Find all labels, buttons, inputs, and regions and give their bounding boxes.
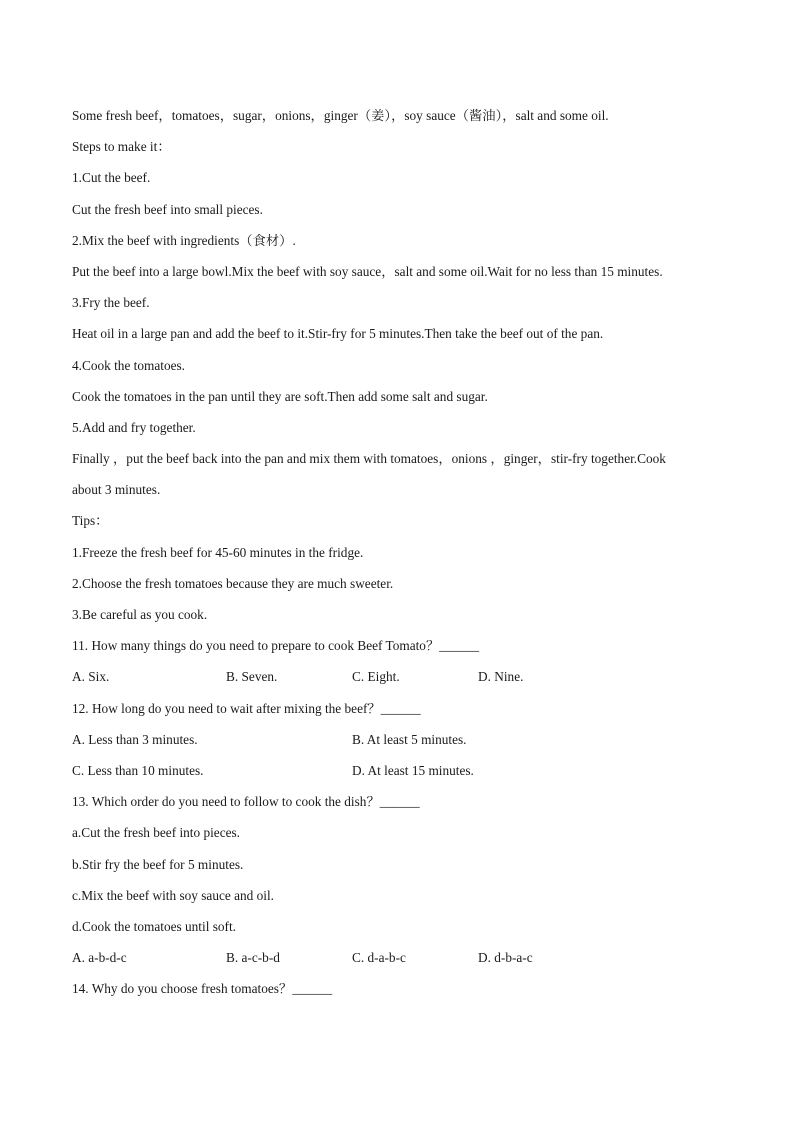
step3-title: 3.Fry the beef. <box>72 295 150 311</box>
q11-option-c: C. Eight. <box>352 669 400 685</box>
step5-text-line2: about 3 minutes. <box>72 482 161 498</box>
step4-title: 4.Cook the tomatoes. <box>72 357 186 373</box>
question-11: 11. How many things do you need to prepare to cook Beef Tomato？______ <box>72 638 480 654</box>
q12-option-d: D. At least 15 minutes. <box>352 762 474 778</box>
q13-item-a: a.Cut the fresh beef into pieces. <box>72 825 240 841</box>
q12-option-c: C. Less than 10 minutes. <box>72 762 204 778</box>
q13-item-c: c.Mix the beef with soy sauce and oil. <box>72 887 274 903</box>
tips-heading: Tips： <box>72 513 109 529</box>
step4-text: Cook the tomatoes in the pan until they are soft.Then add some salt and sugar. <box>72 388 488 404</box>
document-page <box>72 100 722 1004</box>
step1-text: Cut the fresh beef into small pieces. <box>72 201 263 217</box>
question-12-options-row2 <box>72 755 722 786</box>
question-13-options <box>72 942 722 973</box>
step5-text-line1: Finally ，put the beef back into the pan and mix them with tomatoes，onions ，ginger，stir-fry together.Cook <box>72 451 666 467</box>
q11-option-b: B. Seven. <box>226 669 278 685</box>
question-14: 14. Why do you choose fresh tomatoes？______ <box>72 981 333 997</box>
step3-text: Heat oil in a large pan and add the beef to it.Stir-fry for 5 minutes.Then take the beef out of the pan. <box>72 326 604 342</box>
step2-title: 2.Mix the beef with ingredients（食材）. <box>72 232 296 248</box>
q13-option-b: B. a-c-b-d <box>226 950 280 966</box>
q13-option-d: D. d-b-a-c <box>478 950 533 966</box>
tip-2: 2.Choose the fresh tomatoes because they are much sweeter. <box>72 575 394 591</box>
ingredients-text: Some fresh beef，tomatoes，sugar，onions，ginger（姜），soy sauce（酱油），salt and some oil. <box>72 108 609 123</box>
q11-option-a: A. Six. <box>72 669 110 685</box>
q11-option-d: D. Nine. <box>478 669 524 685</box>
tip-1: 1.Freeze the fresh beef for 45-60 minutes in the fridge. <box>72 544 364 560</box>
q13-option-c: C. d-a-b-c <box>352 950 406 966</box>
step5-title: 5.Add and fry together. <box>72 419 196 435</box>
step2-text: Put the beef into a large bowl.Mix the beef with soy sauce，salt and some oil.Wait for no less than 15 minutes. <box>72 263 663 279</box>
tip-3: 3.Be careful as you cook. <box>72 607 208 622</box>
q13-item-b: b.Stir fry the beef for 5 minutes. <box>72 856 244 872</box>
question-12-options-row1 <box>72 724 722 755</box>
q13-option-a: A. a-b-d-c <box>72 950 127 966</box>
steps-heading: Steps to make it： <box>72 139 171 155</box>
question-11-options <box>72 661 722 692</box>
step1-title: 1.Cut the beef. <box>72 170 151 186</box>
q12-option-a: A. Less than 3 minutes. <box>72 731 198 747</box>
q13-item-d: d.Cook the tomatoes until soft. <box>72 918 236 934</box>
q12-option-b: B. At least 5 minutes. <box>352 731 467 747</box>
question-12: 12. How long do you need to wait after mixing the beef？______ <box>72 700 421 716</box>
question-13: 13. Which order do you need to follow to cook the dish？______ <box>72 794 420 810</box>
